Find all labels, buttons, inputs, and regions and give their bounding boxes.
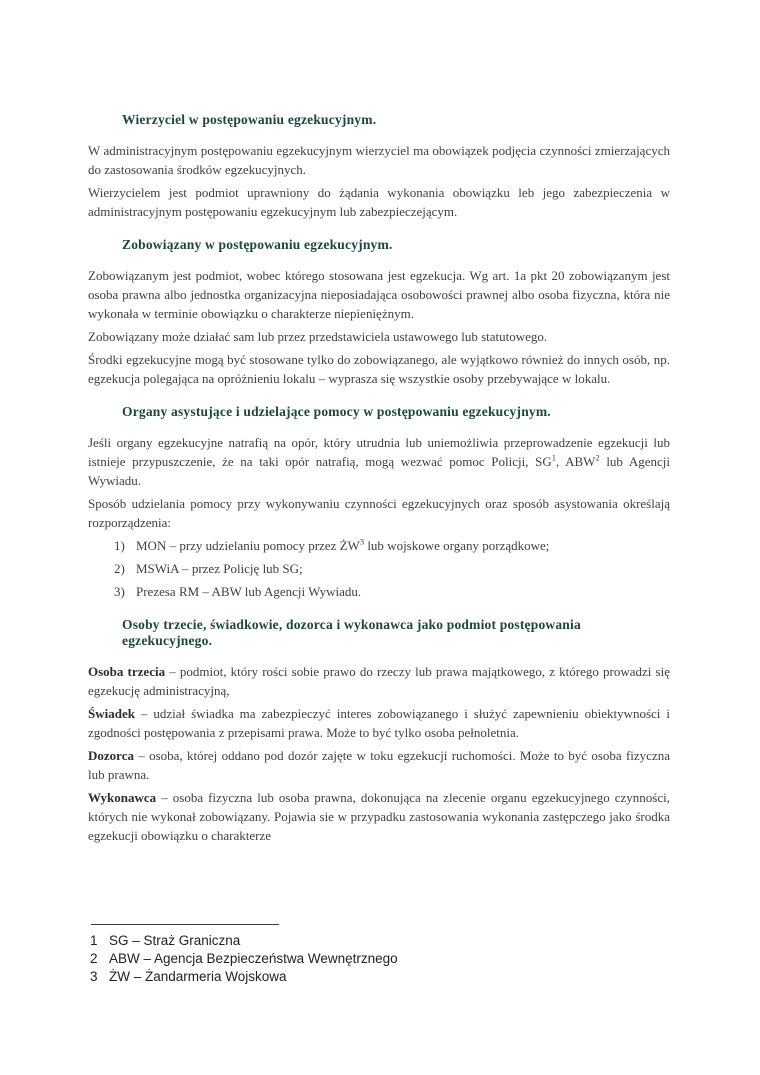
definition-term: Świadek xyxy=(88,706,135,721)
list-item-text xyxy=(136,559,670,578)
paragraph-obligated-2: Zobowiązany może działać sam lub przez przedstawiciela ustawowego lub statutowego. xyxy=(88,329,548,344)
footnote-text: ABW – Agencja Bezpieczeństwa Wewnętrznego xyxy=(109,951,398,966)
footnote-item xyxy=(90,950,520,968)
list-item xyxy=(114,559,670,578)
definition-custodian xyxy=(88,746,670,784)
list-item-text-main: MSWiA – przez Policję lub SG; xyxy=(136,561,303,576)
footnote-separator xyxy=(91,924,279,925)
footnote-text: SG – Straż Graniczna xyxy=(109,933,241,948)
section-heading-creditor: Wierzyciel w postępowaniu egzekucyjnym. xyxy=(122,112,377,127)
document-content xyxy=(88,112,670,849)
footnote-text: ŻW – Żandarmeria Wojskowa xyxy=(109,969,287,984)
section-heading-obligated: Zobowiązany w postępowaniu egzekucyjnym. xyxy=(122,237,393,252)
definition-text: – osoba, której oddano pod dozór zajęte w toku egzekucji ruchomości. Może to być osoba fizyczna lub prawna. xyxy=(88,748,670,782)
paragraph-obligated-3: Środki egzekucyjne mogą być stosowane tylko do zobowiązanego, ale wyjątkowo również do innych osób, np. egzekucja polegająca na opróżnieniu lokalu – wyprasza się wszystkie osoby przebywające w lokalu. xyxy=(88,352,670,386)
paragraph-text: Jeśli organy egzekucyjne natrafią na opór, który utrudnia lub uniemożliwia przeprowadzenie egzekucji lub istnieje przypuszczenie, że na taki opór natrafią, mogą wezwać pomoc Policji, SG xyxy=(88,435,670,469)
list-item-text xyxy=(136,536,670,555)
list-item xyxy=(114,536,670,555)
paragraph-creditor-2: Wierzycielem jest podmiot uprawniony do żądania wykonania obowiązku leb jego zabezpieczenia w administracyjnym postępowaniu egzekucyjnym lub zabezpieczejącym. xyxy=(88,185,670,219)
list-item-text-main: MON – przy udzielaniu pomocy przez ŻW xyxy=(136,538,360,553)
footnote-item xyxy=(90,968,520,986)
list-item-number: 3) xyxy=(114,584,125,599)
footnote-item xyxy=(90,932,520,950)
definition-text: – osoba fizyczna lub osoba prawna, dokonująca na zlecenie organu egzekucyjnego czynności, których nie wykonał zobowiązany. Pojawia sie w przypadku zastosowania wykonania zastępczego jako środka egzekucji obowiązku o charakterze xyxy=(88,790,670,843)
footnotes-block xyxy=(90,924,520,986)
paragraph-text: , ABW xyxy=(555,454,596,469)
list-item-number: 1) xyxy=(114,538,125,553)
paragraph-assisting-1 xyxy=(88,433,670,490)
paragraph-creditor-1: W administracyjnym postępowaniu egzekucyjnym wierzyciel ma obowiązek podjęcia czynności zmierzających do zastosowania środków egzekucyjnych. xyxy=(88,143,670,177)
definition-witness xyxy=(88,704,670,742)
list-item-text xyxy=(136,582,670,601)
definition-term: Osoba trzecia xyxy=(88,664,166,679)
footnote-ref-2: 2 xyxy=(595,452,600,463)
definition-text: – udział świadka ma zabezpieczyć interes zobowiązanego i służyć zapewnieniu obiektywności i zgodności postępowania z przepisami prawa. Może to być tylko osoba pełnoletnia. xyxy=(88,706,670,740)
definition-executor xyxy=(88,788,670,845)
paragraph-text: lub Agencji Wywiadu. xyxy=(88,454,670,488)
list-item-number: 2) xyxy=(114,561,125,576)
footnote-ref-1: 1 xyxy=(551,452,556,463)
paragraph-assisting-2: Sposób udzielania pomocy przy wykonywaniu czynności egzekucyjnych oraz sposób asystowania określają rozporządzenia: xyxy=(88,496,670,530)
ordered-list-regulations xyxy=(88,536,670,601)
section-heading-assisting-organs: Organy asystujące i udzielające pomocy w postępowaniu egzekucyjnym. xyxy=(122,404,551,419)
footnote-number: 1 xyxy=(90,933,98,948)
footnote-ref-3: 3 xyxy=(359,536,365,547)
list-item xyxy=(114,582,670,601)
footnote-number: 3 xyxy=(90,969,98,984)
section-heading-third-parties: Osoby trzecie, świadkowie, dozorca i wykonawca jako podmiot postępowania egzekucyjnego. xyxy=(122,617,581,648)
definition-third-party xyxy=(88,662,670,700)
definition-term: Dozorca xyxy=(88,748,134,763)
definition-term: Wykonawca xyxy=(88,790,157,805)
list-item-text-rest: lub wojskowe organy porządkowe; xyxy=(364,538,550,553)
footnote-number: 2 xyxy=(90,951,98,966)
list-item-text-main: Prezesa RM – ABW lub Agencji Wywiadu. xyxy=(136,584,362,599)
paragraph-obligated-1: Zobowiązanym jest podmiot, wobec którego stosowana jest egzekucja. Wg art. 1a pkt 20 zobowiązanym jest osoba prawna albo jednostka organizacyjna nieposiadająca osobowości prawnej albo osoba fizyczna, która nie wykonała w terminie obowiązku o charakterze niepieniężnym. xyxy=(88,268,670,321)
definition-text: – podmiot, który rości sobie prawo do rzeczy lub prawa majątkowego, z którego prowadzi się egzekucję administracyjną, xyxy=(88,664,670,698)
